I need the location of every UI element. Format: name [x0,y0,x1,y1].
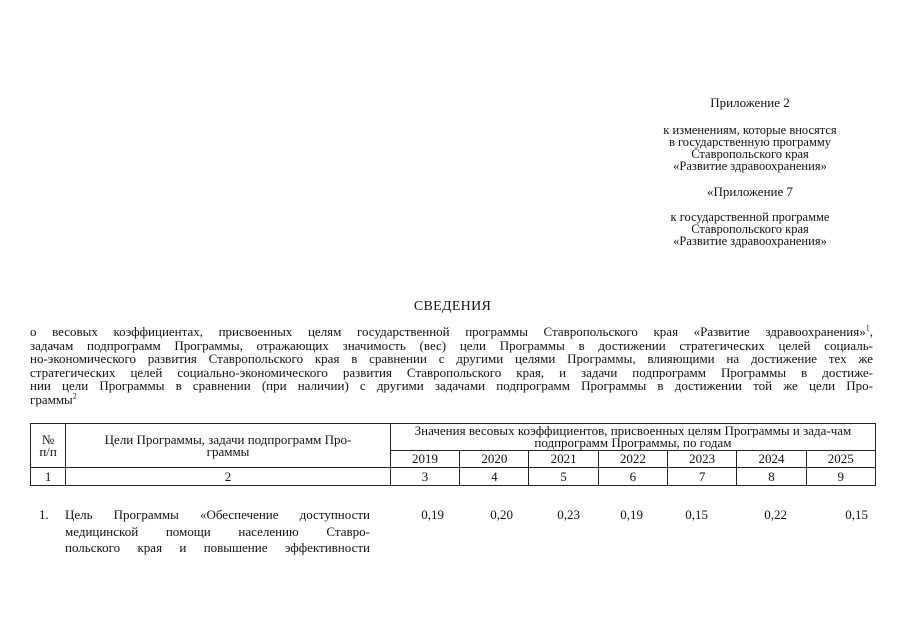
intro-line-tail: , [869,324,873,339]
appendix-line: в государственную программу [668,135,832,149]
appendix-line: Ставропольского края [691,222,809,236]
value-cell: 0,19 [620,507,643,522]
appendix-subtitle: «Приложение 7 [706,184,794,199]
intro-line-3: но-экономического развития Ставропольского края в сравнении с другими целями Программы, влияющими на достижение тех же [30,351,873,366]
footnote-marker: 1 [865,323,870,333]
row-goal-text [65,507,370,557]
value-cell: 0,15 [845,507,868,522]
row-number: 1. [39,507,49,522]
column-number-cell: 3 [390,468,459,486]
intro-line-2: задачам подпрограмм Программы, отражающих значимость (вес) цели Программы в достижении стратегических целей социаль- [30,337,873,353]
appendix-line: «Развитие здравоохранения» [673,234,827,248]
intro-line-text: о весовых коэффициентах, присвоенных целям государственной программы Ставропольского края «Развитие здравоохранения» [30,324,866,339]
column-number-cell: 6 [598,468,667,486]
intro-paragraph [30,325,873,406]
year-cell: 2020 [460,451,529,468]
value-cell: 0,19 [421,507,444,522]
page-title: СВЕДЕНИЯ [413,299,492,314]
intro-line-6 [30,393,873,407]
intro-line-text: граммы [30,391,73,407]
value-cell: 0,20 [490,507,513,522]
column-number-cell: 4 [460,468,529,486]
goal-line: медицинской помощи населению Ставро- [65,523,370,539]
header-cell-goal: Цели Программы, задачи подпрограмм Про-граммы [66,424,391,468]
column-number-cell: 8 [737,468,806,486]
column-number-cell: 5 [529,468,598,486]
intro-line-5: нии цели Программы в сравнении (при наличии) с другими задачами подпрограмм Программы в достижении той же цели Про- [30,378,873,393]
column-number-cell: 1 [31,468,66,486]
header-cell-values: Значения весовых коэффициентов, присвоенных целям Программы и зада-чам подпрограмм Программы, по годам [390,424,875,451]
goal-line: польского края и повышение эффективности [65,540,370,555]
year-cell: 2019 [390,451,459,468]
appendix-line: к государственной программе [670,210,830,224]
year-cell: 2023 [668,451,737,468]
year-cell: 2021 [529,451,598,468]
year-cell: 2022 [598,451,667,468]
appendix-line: к изменениям, которые вносятся [663,123,837,137]
goal-line: Цель Программы «Обеспечение доступности [65,507,370,522]
intro-line-4: стратегических целей социально-экономического развития Ставропольского края, и задачи подпрограмм Программы в достиже- [30,364,873,380]
appendix-line: Ставропольского края [691,147,809,161]
appendix-line: «Развитие здравоохранения» [673,159,827,173]
weights-table-header [30,423,876,486]
header-cell-number: № п/п [31,424,66,468]
column-number-cell: 9 [806,468,875,486]
value-cell: 0,15 [685,507,708,522]
intro-line-1 [30,325,873,339]
appendix-title: Приложение 2 [710,95,790,110]
year-cell: 2024 [737,451,806,468]
column-number-cell: 7 [668,468,737,486]
column-number-cell: 2 [66,468,391,486]
value-cell: 0,23 [557,507,580,522]
value-cell: 0,22 [764,507,787,522]
year-cell: 2025 [806,451,875,468]
footnote-marker: 2 [72,391,77,401]
